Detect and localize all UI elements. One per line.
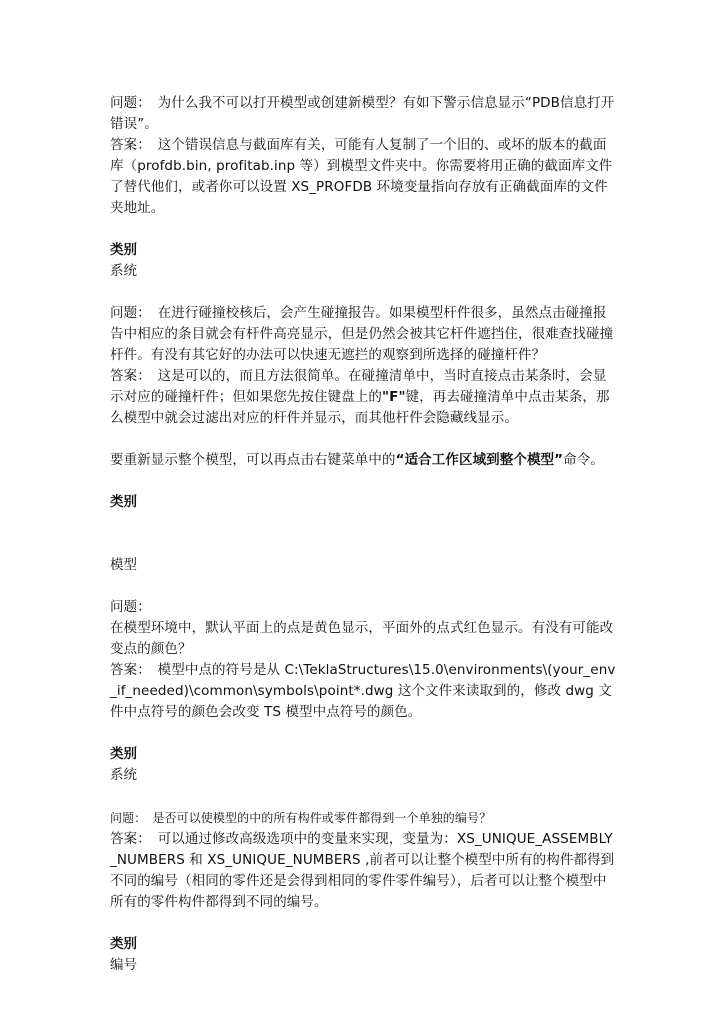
category-value: 编号 [110, 957, 137, 973]
note-fit-model [110, 450, 618, 471]
category-heading: 类别 [110, 936, 137, 952]
document-page [110, 93, 618, 976]
question-label: 问题： [110, 599, 151, 615]
note-part2: 命令。 [563, 452, 604, 468]
question-point-color: 在模型环境中，默认平面上的点是黄色显示，平面外的点式红色显示。有没有可能改变点的颜色？ [110, 620, 614, 657]
category-value: 模型 [110, 557, 137, 573]
category-value: 系统 [110, 767, 137, 783]
answer-pdb: 答案： 这个错误信息与截面库有关，可能有人复制了一个旧的、或坏的版本的截面库（profdb.bin, profitab.inp 等）到模型文件夹中。你需要将用正确的截面库文件了替代他们，或者你可以设置 XS_PROFDB 环境变量指向存放有正确截面库的文件夹地址。 [110, 137, 613, 216]
answer-point-color: 答案： 模型中点的符号是从 C:\TeklaStructures\15.0\environments\(your_env_if_needed)\common\symbols\point*.dwg 这个文件来读取到的，修改 dwg 文件中点符号的颜色会改变 TS 模型中点符号的颜色。 [110, 662, 616, 720]
answer-clash [110, 366, 618, 429]
category-heading: 类别 [110, 494, 137, 510]
question-unique-numbers: 问题： 是否可以使模型的中的所有构件或零件都得到一个单独的编号？ [110, 811, 492, 825]
answer-clash-key: "F" [382, 389, 406, 405]
category-heading: 类别 [110, 242, 137, 258]
note-command: “适合工作区域到整个模型” [395, 452, 564, 468]
note-part1: 要重新显示整个模型，可以再点击右键菜单中的 [110, 452, 396, 468]
answer-unique-numbers: 答案： 可以通过修改高级选项中的变量来实现，变量为：XS_UNIQUE_ASSEMBLY_NUMBERS 和 XS_UNIQUE_NUMBERS ,前者可以让整个模型中所有的构件都得到不同的编号（相同的零件还是会得到相同的零件零件编号），后者可以让整个模型中所有的零件构件都得到不同的编号。 [110, 831, 615, 910]
answer-clash-part1: 答案： 这是可以的，而且方法很简单。在碰撞清单中，当时直接点击某条时，会显示对应的碰撞杆件；但如果您先按住键盘上的 [110, 368, 607, 405]
question-clash: 问题： 在进行碰撞校核后，会产生碰撞报告。如果模型杆件很多，虽然点击碰撞报告中相应的条目就会有杆件高亮显示，但是仍然会被其它杆件遮挡住，很难查找碰撞杆件。有没有其它好的办法可以快速无遮拦的观察到所选择的碰撞杆件？ [110, 305, 614, 363]
question-pdb: 问题： 为什么我不可以打开模型或创建新模型？有如下警示信息显示“PDB信息打开错误”。 [110, 95, 615, 132]
answer-clash-part2: 键，再去碰撞清单中点击某条，那么模型中就会过滤出对应的杆件并显示，而其他杆件会隐藏线显示。 [110, 389, 610, 426]
category-heading: 类别 [110, 746, 137, 762]
category-value: 系统 [110, 263, 137, 279]
